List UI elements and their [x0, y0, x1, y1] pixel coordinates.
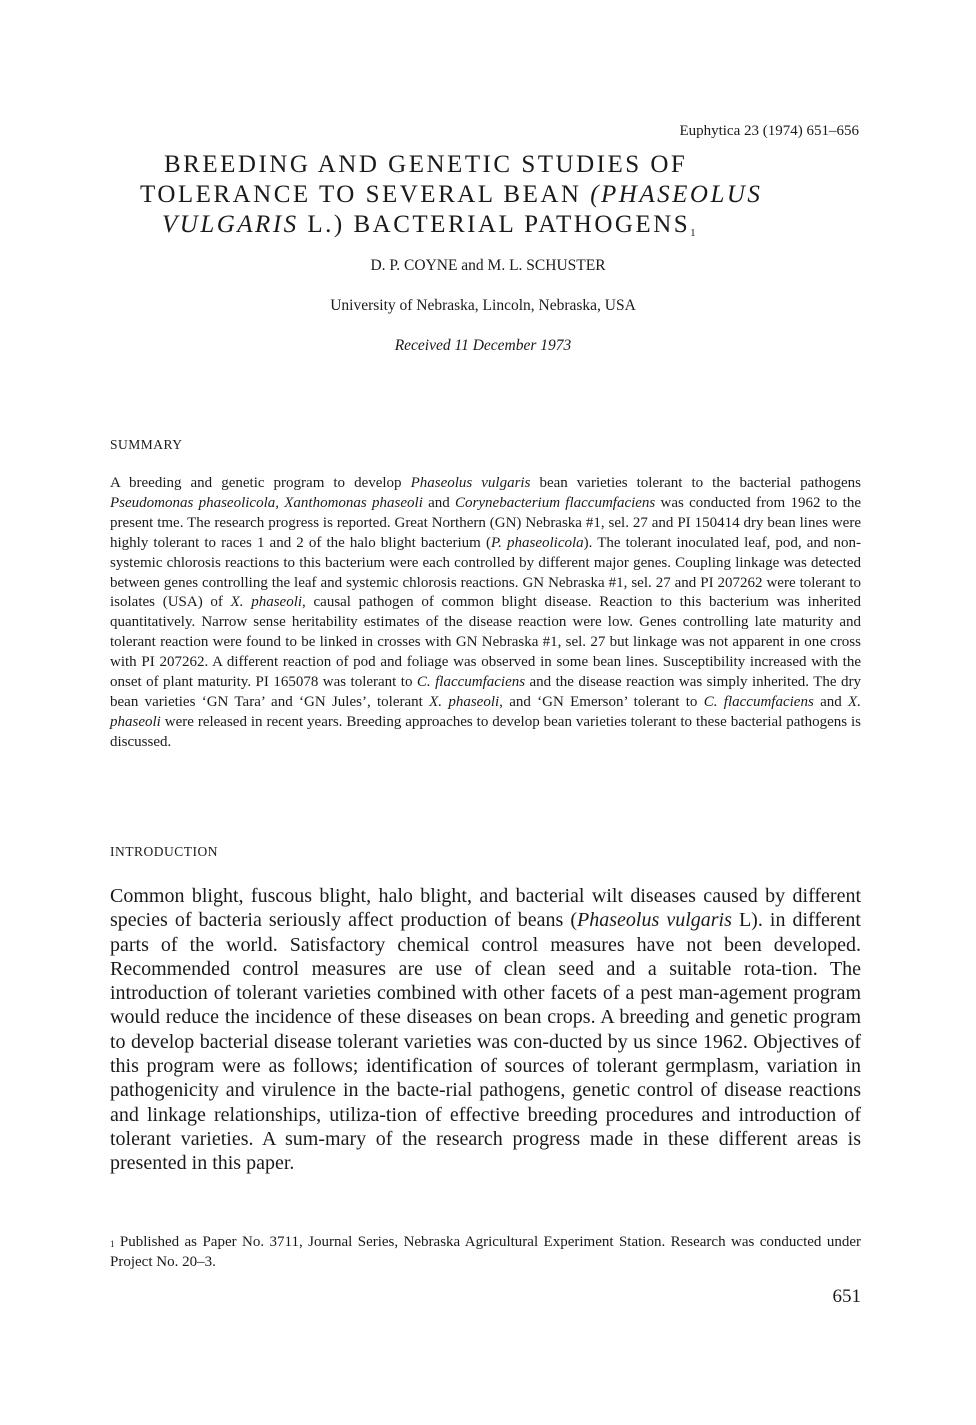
- summary-text: , causal pathogen of common blight disease. Reaction to this bacterium was inherited quantitatively. Narrow sense heritability estimates of the disease reaction were low. Genes controlling late maturity and tolerant reaction were found to be linked in crosses with GN Nebraska #1, sel. 27 but linkage was not apparent in one cross with PI 207262. A different reaction of pod and foliage was observed in some bean lines. Susceptibility increased with the onset of plant maturity. PI 165078 was tolerant to: [110, 594, 861, 691]
- title-line-1: BREEDING AND GENETIC STUDIES OF: [164, 151, 688, 178]
- journal-reference: Euphytica 23 (1974) 651–656: [679, 123, 859, 139]
- article-title: [140, 150, 860, 240]
- received-date: Received 11 December 1973: [394, 337, 572, 354]
- summary-italic: P. phaseolicola: [490, 534, 584, 551]
- summary-italic: C. flaccumfaciens: [703, 693, 814, 710]
- summary-text: , and ‘GN Emerson’ tolerant to: [499, 693, 704, 710]
- title-genus-italic: (PHASEOLUS: [590, 181, 763, 208]
- summary-text: were released in recent years. Breeding approaches to develop bean varieties tolerant to these bacterial pathogens is discussed.: [110, 713, 861, 750]
- title-line-3: [140, 210, 860, 240]
- summary-text: bean varieties tolerant to the bacterial pathogens: [530, 475, 861, 491]
- introduction-italic: Phaseolus vulgaris: [577, 909, 732, 932]
- title-footnote-mark: 1: [690, 227, 696, 239]
- introduction-paragraph: [110, 884, 861, 1176]
- introduction-text: Common blight, fuscous blight, halo blight, and bacterial wilt diseases caused by different species of bacteria seriously affect production of beans (: [110, 885, 861, 932]
- summary-italic: Pseudomonas phaseolicola, Xanthomonas phaseoli: [110, 494, 423, 511]
- title-species-italic: VULGARIS: [162, 211, 299, 238]
- summary-italic: X. phaseoli: [230, 594, 303, 611]
- authors: D. P. COYNE and M. L. SCHUSTER: [370, 257, 606, 274]
- affiliation: University of Nebraska, Lincoln, Nebraska, USA: [330, 297, 636, 314]
- summary-italic: Corynebacterium flaccumfaciens: [455, 494, 656, 511]
- introduction-text: L). in different parts of the world. Satisfactory chemical control measures have not been developed. Recommended control measures are use of clean seed and a suitable rota-tion. The introduction of tolerant varieties combined with other facets of a pest man-agement program would reduce the incidence of these diseases on bean crops. A breeding and genetic program to develop bacterial disease tolerant varieties was con-ducted by us since 1962. Objectives of this program were as follows; identification of sources of tolerant germplasm, variation in pathogenicity and virulence in the bacte-rial pathogens, genetic control of disease reactions and linkage relationships, utiliza-tion of effective breeding procedures and introduction of tolerant varieties. A sum-mary of the research progress made in these different areas is presented in this paper.: [110, 909, 861, 1175]
- title-line-2: [140, 180, 860, 210]
- footnote: [110, 1232, 861, 1272]
- footnote-mark: 1: [110, 1239, 115, 1249]
- footnote-text: Published as Paper No. 3711, Journal Series, Nebraska Agricultural Experiment Station. Research was conducted under Project No. 20–3.: [110, 1234, 861, 1270]
- summary-text: and: [422, 494, 456, 511]
- summary-italic: Phaseolus vulgaris: [410, 475, 531, 491]
- summary-text: ). The tolerant inoculated leaf, pod, and non-systemic chlorosis reactions to this bacterium were each controlled by different major genes. Coupling linkage was detected between genes controlling the leaf and systemic chlorosis reactions. GN Nebraska #1, sel. 27 and PI 207262 were tolerant to isolates (USA) of: [110, 534, 861, 611]
- summary-italic: X. phaseoli: [429, 693, 500, 710]
- summary-paragraph: [110, 474, 861, 753]
- summary-heading: SUMMARY: [110, 437, 183, 452]
- title-line-3-text: L.) BACTERIAL PATHOGENS: [298, 211, 691, 238]
- summary-text: was conducted from 1962 to the present tme. The research progress is reported. Great Northern (GN) Nebraska #1, sel. 27 and PI 150414 dry bean lines were highly tolerant to races 1 and 2 of the halo blight bacterium (: [110, 494, 861, 551]
- title-line-2-text: TOLERANCE TO SEVERAL BEAN: [140, 181, 591, 208]
- summary-text: and the disease reaction was simply inherited. The dry bean varieties ‘GN Tara’ and ‘GN Jules’, tolerant: [110, 674, 861, 710]
- page-number: 651: [832, 1286, 861, 1307]
- summary-italic: C. flaccumfaciens: [416, 674, 526, 691]
- introduction-heading: INTRODUCTION: [110, 844, 218, 859]
- summary-text: and: [813, 693, 849, 710]
- summary-italic: X. phaseoli: [110, 693, 861, 730]
- summary-text: A breeding and genetic program to develop: [110, 475, 411, 491]
